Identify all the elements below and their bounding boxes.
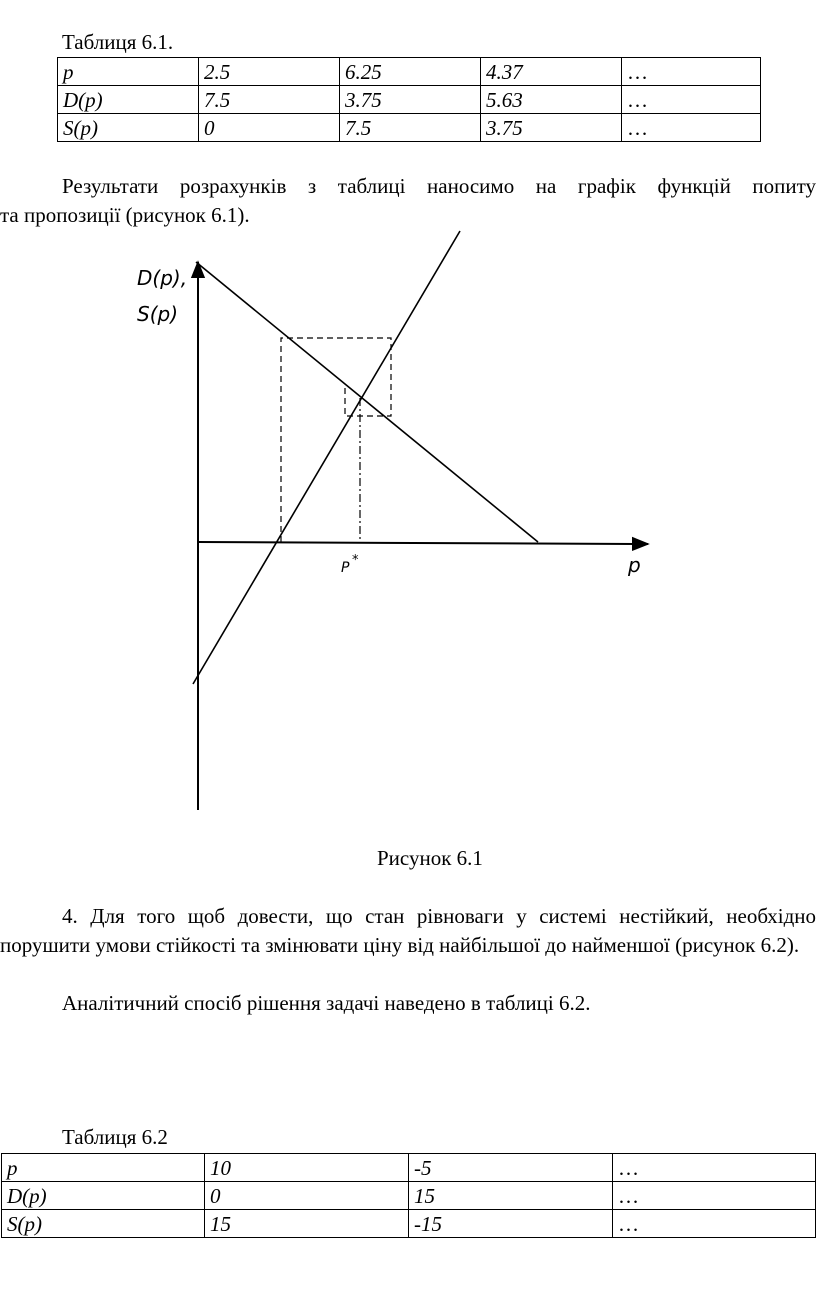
table-cell: p [58,58,199,86]
table-row [58,58,761,86]
x-axis [198,542,648,544]
y-label-line-1: D(p), [137,266,188,290]
paragraph-2-text: 4. Для того щоб довести, що стан рівноваги у системі нестійкий, необхідно порушити умови стійкості та змінювати ціну від найбільшої до найменшої (рисунок 6.2). [0,904,816,957]
table-row [2,1154,816,1182]
table-6-1 [57,57,761,142]
table-cell: … [622,86,761,114]
table-2-caption: Таблиця 6.2 [62,1125,168,1149]
table-cell: … [613,1154,816,1182]
table-cell: 3.75 [481,114,622,142]
table-cell: 4.37 [481,58,622,86]
figure-6-1 [0,220,816,820]
x-axis-label: p [628,553,641,577]
paragraph-3 [0,989,816,1018]
table-cell: 3.75 [340,86,481,114]
table-cell: 0 [205,1182,409,1210]
table-cell: -5 [409,1154,613,1182]
table-row [58,86,761,114]
table-cell: … [622,114,761,142]
y-label-line-2: S(p) [137,302,178,326]
figure-caption: Рисунок 6.1 [377,846,483,870]
table-cell: 0 [199,114,340,142]
table-cell: -15 [409,1210,613,1238]
table-cell: 5.63 [481,86,622,114]
paragraph-2 [0,902,816,960]
table-cell: 6.25 [340,58,481,86]
table-cell: 2.5 [199,58,340,86]
table-cell: 7.5 [199,86,340,114]
table-1-caption: Таблиця 6.1. [62,30,174,54]
table-cell: 10 [205,1154,409,1182]
demand-line [196,262,538,542]
table-6-2 [1,1153,816,1238]
equilibrium-sup: * [352,553,359,568]
table-row [2,1182,816,1210]
table-row [58,114,761,142]
table-cell: … [613,1210,816,1238]
paragraph-3-text: Аналітичний спосіб рішення задачі наведено в таблиці 6.2. [62,991,591,1015]
paragraph-1-line-2: та пропозиції (рисунок 6.1). [0,203,250,227]
table-cell: 15 [409,1182,613,1210]
paragraph-1-line-1: Результати розрахунків з таблиці наносимо на графік функцій попиту [62,174,816,198]
supply-line [193,231,460,684]
table-cell: 15 [205,1210,409,1238]
table-cell: S(p) [2,1210,205,1238]
table-cell: … [622,58,761,86]
table-cell: D(p) [2,1182,205,1210]
table-cell: S(p) [58,114,199,142]
table-cell: D(p) [58,86,199,114]
table-cell: p [2,1154,205,1182]
table-row [2,1210,816,1238]
table-cell: … [613,1182,816,1210]
table-cell: 7.5 [340,114,481,142]
equilibrium-label: P [341,560,350,576]
